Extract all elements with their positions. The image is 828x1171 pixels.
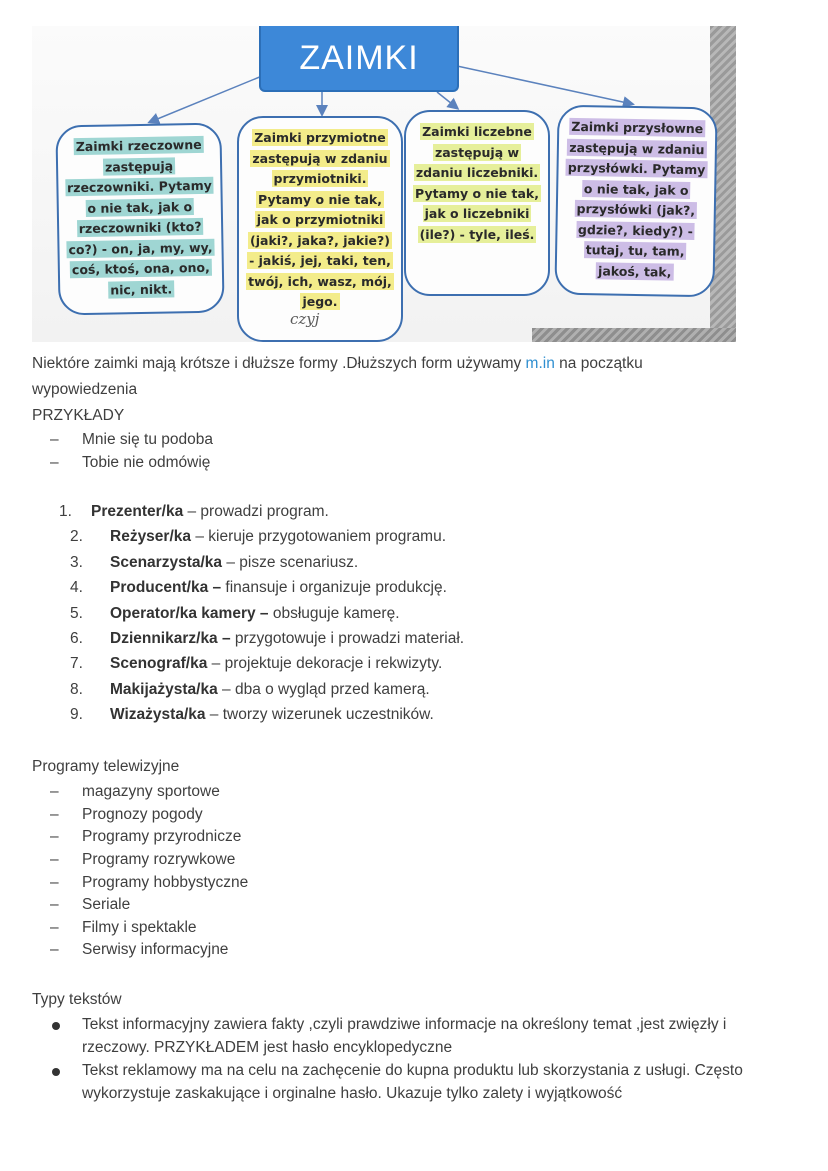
program-text: Programy hobbystyczne: [82, 874, 249, 891]
examples-heading: PRZYKŁADY: [32, 407, 125, 424]
bullet-dot: [52, 1022, 60, 1030]
role-item: [70, 630, 464, 648]
zaimki-title: ZAIMKI: [259, 26, 459, 92]
intro-line-1: [32, 355, 643, 373]
program-item: [50, 941, 228, 959]
texts-heading: Typy tekstów: [32, 991, 122, 1008]
role-item: [70, 681, 430, 699]
role-number: 1.: [59, 503, 72, 520]
role-name: Scenograf/ka: [110, 655, 208, 672]
text-type-item: [50, 1060, 790, 1105]
card-text: Zaimki przymiotne zastępują w zdaniu przymiotniki. Pytamy o nie tak, jak o przymiotniki (jaki?, jaka?, jakie?) - jakiś, jej, taki, ten, twój, ich, wasz, mój, jego.: [248, 130, 392, 309]
role-number: 3.: [70, 554, 83, 571]
role-name: Dziennikarz/ka –: [110, 630, 231, 647]
role-number: 6.: [70, 630, 83, 647]
program-text: Filmy i spektakle: [82, 919, 197, 936]
dash-marker: –: [50, 941, 59, 958]
example-text: Mnie się tu podoba: [82, 431, 213, 448]
program-item: [50, 919, 197, 937]
role-desc: – projektuje dekoracje i rekwizyty.: [207, 655, 443, 672]
role-desc: finansuje i organizuje produkcję.: [221, 579, 447, 596]
dash-marker: –: [50, 431, 59, 448]
role-number: 2.: [70, 528, 83, 545]
role-desc: przygotowuje i prowadzi materiał.: [230, 630, 465, 647]
role-item: [59, 503, 329, 521]
role-name: Reżyser/ka: [110, 528, 192, 545]
role-item: [70, 554, 358, 572]
text-type-item: [50, 1014, 790, 1059]
card-text: Zaimki liczebne zastępują w zdaniu liczebniki. Pytamy o nie tak, jak o liczebniki (ile?) - tyle, ileś.: [415, 124, 539, 242]
card-zaimki-liczebne: [404, 110, 550, 296]
program-text: Prognozy pogody: [82, 806, 203, 823]
role-item: [70, 579, 447, 597]
intro-text-end: na początku: [554, 355, 643, 372]
handwritten-note: czyj: [290, 310, 320, 328]
role-item: [70, 528, 446, 546]
program-text: Programy przyrodnicze: [82, 828, 242, 845]
example-item: [50, 431, 213, 449]
card-zaimki-rzeczowne: [55, 123, 224, 316]
program-item: [50, 828, 241, 846]
role-number: 5.: [70, 605, 83, 622]
role-number: 4.: [70, 579, 83, 596]
text-type-text: Tekst informacyjny zawiera fakty ,czyli prawdziwe informacje na określony temat ,jest zwięzły i rzeczowy. PRZYKŁADEM jest hasło encyklopedyczne: [82, 1016, 727, 1056]
dash-marker: –: [50, 919, 59, 936]
program-item: [50, 874, 248, 892]
role-name: Makijażysta/ka: [110, 681, 218, 698]
dash-marker: –: [50, 828, 59, 845]
role-number: 8.: [70, 681, 83, 698]
intro-line-2: wypowiedzenia: [32, 381, 138, 398]
example-item: [50, 454, 210, 472]
card-zaimki-przymiotne: [237, 116, 403, 342]
dash-marker: –: [50, 783, 59, 800]
card-text: Zaimki przysłowne zastępują w zdaniu przysłówki. Pytamy o nie tak, jak o przysłówki (jak?, gdzie?, kiedy?) - tutaj, tu, tam, jakoś, tak,: [566, 118, 708, 280]
dash-marker: –: [50, 806, 59, 823]
dash-marker: –: [50, 874, 59, 891]
intro-text: Niektóre zaimki mają krótsze i dłuższe formy .Dłuższych form używamy: [32, 355, 526, 372]
role-name: Wizażysta/ka: [110, 706, 206, 723]
role-name: Scenarzysta/ka: [110, 554, 223, 571]
zaimki-photo: [32, 26, 736, 342]
role-desc: – pisze scenariusz.: [222, 554, 359, 571]
program-text: Serwisy informacyjne: [82, 941, 229, 958]
bullet-dot: [52, 1068, 60, 1076]
role-desc: – prowadzi program.: [183, 503, 329, 520]
example-text: Tobie nie odmówię: [82, 454, 211, 471]
programs-heading: Programy telewizyjne: [32, 758, 180, 775]
role-name: Producent/ka –: [110, 579, 222, 596]
role-item: [70, 655, 442, 673]
program-item: [50, 896, 130, 914]
dash-marker: –: [50, 454, 59, 471]
min-link[interactable]: m.in: [525, 355, 555, 372]
role-item: [70, 605, 400, 623]
card-zaimki-przyslowne: [554, 105, 717, 298]
role-item: [70, 706, 434, 724]
program-item: [50, 783, 220, 801]
role-desc: – dba o wygląd przed kamerą.: [217, 681, 430, 698]
text-type-text: Tekst reklamowy ma na celu na zachęcenie do kupna produktu lub skorzystania z usługi. Często wykorzystuje zaskakujące i orginalne hasło. Ukazuje tylko zalety i wyjątkowość: [82, 1062, 743, 1102]
role-number: 9.: [70, 706, 83, 723]
role-number: 7.: [70, 655, 83, 672]
role-name: Operator/ka kamery –: [110, 605, 269, 622]
program-item: [50, 806, 203, 824]
role-name: Prezenter/ka: [91, 503, 184, 520]
dash-marker: –: [50, 851, 59, 868]
dash-marker: –: [50, 896, 59, 913]
program-text: magazyny sportowe: [82, 783, 220, 800]
program-text: Seriale: [82, 896, 131, 913]
role-desc: – kieruje przygotowaniem programu.: [191, 528, 447, 545]
role-desc: obsługuje kamerę.: [268, 605, 400, 622]
card-text: Zaimki rzeczowne zastępują rzeczowniki. Pytamy o nie tak, jak o rzeczowniki (kto? co?) - on, ja, my, wy, coś, ktoś, ona, ono, nic, nikt.: [65, 136, 215, 298]
program-item: [50, 851, 235, 869]
program-text: Programy rozrywkowe: [82, 851, 236, 868]
role-desc: – tworzy wizerunek uczestników.: [205, 706, 434, 723]
